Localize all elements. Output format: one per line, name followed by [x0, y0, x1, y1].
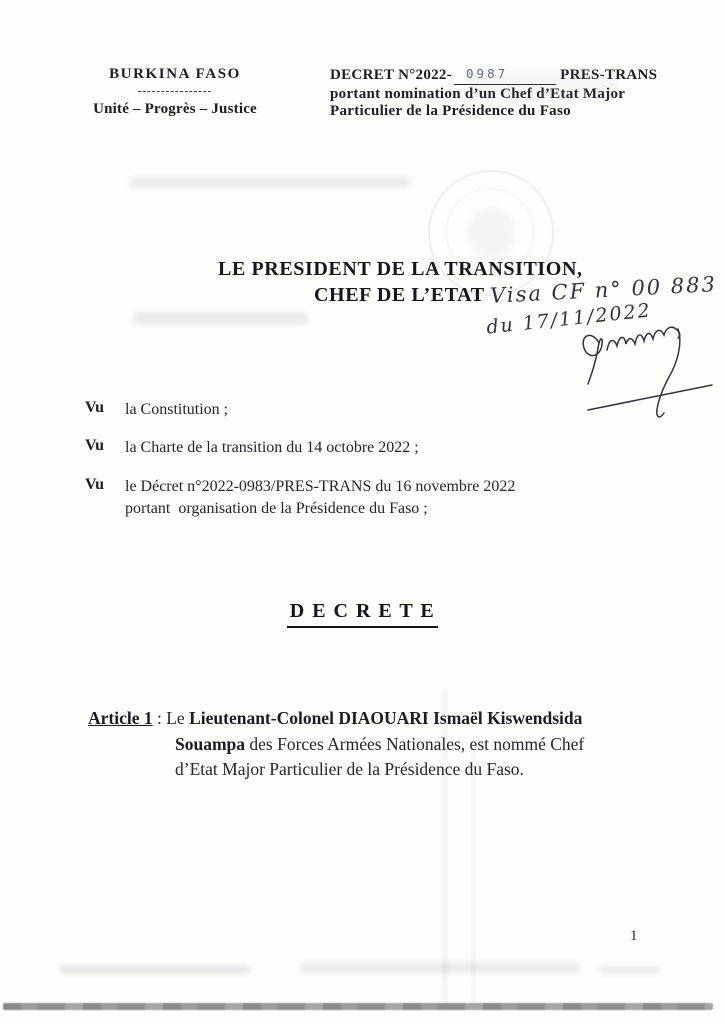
scan-artifact [60, 965, 250, 974]
vu-text-line2: portant organisation de la Présidence du Faso ; [125, 500, 428, 517]
decree-subject-line2: Particulier de la Présidence du Faso [330, 103, 571, 119]
vu-label: Vu [85, 437, 104, 454]
article-line2 [88, 732, 663, 758]
header-divider: ---------------- [137, 85, 213, 97]
national-motto: Unité – Progrès – Justice [93, 101, 257, 117]
vu-label: Vu [85, 476, 104, 493]
decree-suffix: PRES-TRANS [560, 67, 658, 83]
seal-watermark-emblem [468, 208, 514, 258]
page-number: 1 [630, 928, 638, 944]
scan-artifact [133, 312, 308, 325]
officer-name-part2: Souampa [175, 733, 246, 754]
header-left [70, 66, 280, 118]
handwritten-visa-date: du 17/11/2022 [485, 299, 653, 339]
decree-heading: D E C R E T E [287, 600, 438, 628]
article-1-paragraph [88, 706, 663, 783]
scan-artifact [600, 966, 660, 974]
document-title-line2: CHEF DE L’ETAT [314, 284, 485, 306]
article-line2-text: des Forces Armées Nationales, est nommé Chef [245, 733, 585, 754]
article-line3-text: d’Etat Major Particulier de la Présidence du Faso. [175, 759, 524, 779]
article-label: Article 1 [88, 708, 153, 728]
scan-artifact [130, 177, 410, 188]
vu-text [125, 476, 645, 520]
vu-item [85, 437, 645, 459]
scan-artifact [300, 962, 580, 973]
vu-label: Vu [85, 399, 104, 416]
decree-prefix: DECRET N°2022- [330, 67, 453, 83]
decree-number-stamp: 0987 [454, 65, 556, 85]
vu-text-line1: le Décret n°2022-0983/PRES-TRANS du 16 novembre 2022 [125, 478, 516, 495]
vu-item [85, 399, 645, 421]
scan-edge-band [3, 1003, 713, 1010]
vu-text: la Constitution ; [125, 401, 229, 418]
decree-subject-line1: portant nomination d’un Chef d’Etat Major [330, 85, 626, 102]
scan-artifact [468, 70, 618, 102]
handwritten-visa-number: Visa CF n° 00 883 [489, 272, 718, 308]
decree-heading-wrap [0, 600, 725, 628]
officer-name-part1: Lieutenant-Colonel DIAOUARI Ismaël Kiswendsida [189, 708, 583, 728]
article-separator: : Le [152, 708, 190, 728]
document-title-line1: LE PRESIDENT DE LA TRANSITION, [218, 258, 583, 280]
article-line3 [88, 757, 663, 783]
country-name: BURKINA FASO [109, 66, 241, 82]
vu-item [85, 476, 645, 520]
article-line1 [88, 706, 663, 732]
vu-text: la Charte de la transition du 14 octobre 2022 ; [125, 439, 419, 456]
